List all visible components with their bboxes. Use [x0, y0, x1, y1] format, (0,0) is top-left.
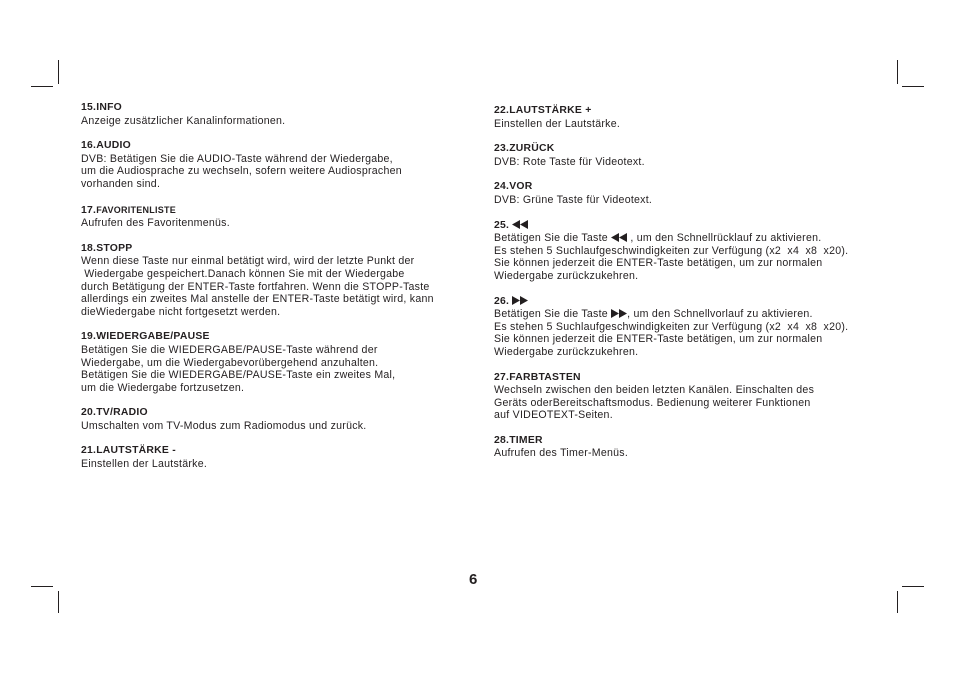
section-text: allerdings ein zweites Mal anstelle der ENTER-Taste betätigt wird, kann: [81, 293, 434, 306]
section-vor: [494, 181, 894, 206]
section-wiedergabe-pause: [81, 331, 481, 394]
crop-mark: [58, 60, 59, 84]
section-text: Wiedergabe, um die Wiedergabevorübergehend anzuhalten.: [81, 356, 379, 369]
section-stopp: [81, 243, 481, 319]
crop-mark: [31, 586, 53, 587]
section-text: Betätigen Sie die WIEDERGABE/PAUSE-Taste ein zweites Mal,: [81, 369, 396, 382]
section-heading: 16.AUDIO: [81, 140, 131, 152]
section-fast-forward: [494, 296, 894, 359]
heading-title: FAVORITENLISTE: [96, 204, 177, 215]
section-text: DVB: Grüne Taste für Videotext.: [494, 193, 653, 206]
section-heading: [494, 296, 894, 309]
text-after-icon: , um den Schnellvorlauf zu aktivieren.: [627, 308, 813, 321]
text-before-icon: Betätigen Sie die Taste: [494, 232, 608, 245]
section-heading: 19.WIEDERGABE/PAUSE: [81, 331, 210, 343]
section-text: Einstellen der Lautstärke.: [494, 117, 621, 130]
section-heading: 18.STOPP: [81, 242, 133, 254]
section-text: auf VIDEOTEXT-Seiten.: [494, 409, 613, 422]
section-text: Wenn diese Taste nur einmal betätigt wird, wird der letzte Punkt der: [81, 255, 415, 268]
right-column: [494, 105, 894, 473]
section-heading: 27.FARBTASTEN: [494, 371, 581, 383]
section-heading: 28.TIMER: [494, 434, 543, 446]
crop-mark: [897, 591, 898, 613]
section-heading: 24.VOR: [494, 181, 533, 193]
crop-mark: [897, 60, 898, 84]
section-heading: 22.LAUTSTÄRKE +: [494, 105, 592, 116]
section-heading: [494, 220, 894, 233]
left-column: [81, 102, 481, 484]
section-text: Aufrufen des Favoritenmenüs.: [81, 217, 230, 230]
fast-forward-icon: [512, 296, 528, 305]
heading-number: 25.: [494, 219, 510, 231]
page-number: 6: [469, 571, 478, 588]
section-heading: 23.ZURÜCK: [494, 143, 555, 155]
section-text: DVB: Rote Taste für Videotext.: [494, 155, 645, 168]
section-text: dieWiedergabe nicht fortgesetzt werden.: [81, 305, 281, 318]
section-heading: 15.INFO: [81, 102, 123, 113]
section-text: um die Wiedergabe fortzusetzen.: [81, 381, 245, 394]
text-before-icon: Betätigen Sie die Taste: [494, 308, 608, 321]
section-text: Umschalten vom TV-Modus zum Radiomodus und zurück.: [81, 419, 367, 432]
section-text: Geräts oderBereitschaftsmodus. Bedienung weiterer Funktionen: [494, 396, 811, 409]
section-farbtasten: [494, 372, 894, 422]
rewind-icon: [512, 220, 528, 229]
section-timer: [494, 435, 894, 460]
section-audio: [81, 140, 481, 190]
section-text: DVB: Betätigen Sie die AUDIO-Taste während der Wiedergabe,: [81, 152, 393, 165]
section-text: vorhanden sind.: [81, 177, 161, 190]
section-text: Wiedergabe gespeichert.Danach können Sie mit der Wiedergabe: [81, 267, 405, 280]
section-text: Aufrufen des Timer-Menüs.: [494, 447, 629, 460]
heading-number: 17.: [81, 204, 97, 216]
rewind-icon: [611, 233, 627, 242]
section-lautstaerke-minus: [81, 445, 481, 470]
section-text: um die Audiosprache zu wechseln, sofern weitere Audiosprachen: [81, 165, 402, 178]
section-text: Wiedergabe zurückzukehren.: [494, 269, 639, 282]
section-text: Es stehen 5 Suchlaufgeschwindigkeiten zur Verfügung (x2 x4 x8 x20).: [494, 320, 849, 333]
section-tv-radio: [81, 407, 481, 432]
section-heading: 20.TV/RADIO: [81, 407, 148, 419]
crop-mark: [902, 586, 924, 587]
section-text: Sie können jederzeit die ENTER-Taste betätigen, um zur normalen: [494, 333, 823, 346]
section-text: Wiedergabe zurückzukehren.: [494, 345, 639, 358]
section-text: Betätigen Sie die WIEDERGABE/PAUSE-Taste während der: [81, 343, 378, 356]
section-text: [494, 232, 894, 245]
section-info: [81, 102, 481, 127]
crop-mark: [58, 591, 59, 613]
section-favoritenliste: [81, 204, 481, 230]
heading-number: 26.: [494, 295, 510, 307]
section-heading: [81, 204, 481, 218]
section-heading: 21.LAUTSTÄRKE -: [81, 445, 176, 457]
section-text: Wechseln zwischen den beiden letzten Kanälen. Einschalten des: [494, 384, 815, 397]
section-text: Anzeige zusätzlicher Kanalinformationen.: [81, 114, 286, 127]
section-text: durch Betätigung der ENTER-Taste fortfahren. Wenn die STOPP-Taste: [81, 280, 430, 293]
section-rewind: [494, 220, 894, 283]
section-text: Einstellen der Lautstärke.: [81, 458, 208, 471]
fast-forward-icon: [611, 309, 627, 318]
section-lautstaerke-plus: [494, 105, 894, 130]
section-text: [494, 308, 894, 321]
section-text: Sie können jederzeit die ENTER-Taste betätigen, um zur normalen: [494, 257, 823, 270]
section-zurueck: [494, 143, 894, 168]
section-text: Es stehen 5 Suchlaufgeschwindigkeiten zur Verfügung (x2 x4 x8 x20).: [494, 244, 849, 257]
crop-mark: [31, 86, 53, 87]
text-after-icon: , um den Schnellrücklauf zu aktivieren.: [627, 232, 822, 245]
crop-mark: [902, 86, 924, 87]
